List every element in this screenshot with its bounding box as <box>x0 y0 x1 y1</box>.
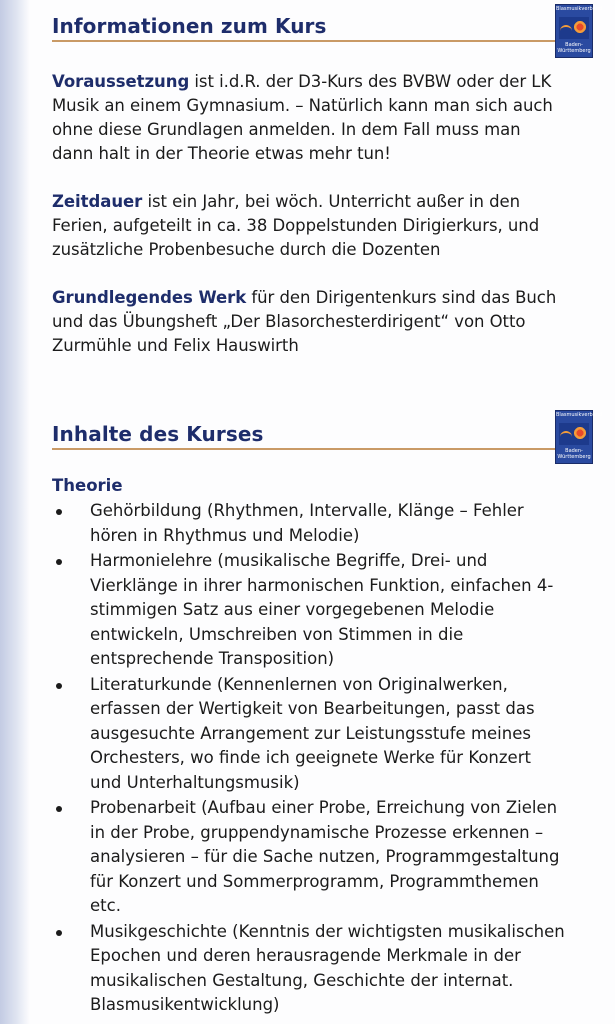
list-item: Gehörbildung (Rhythmen, Intervalle, Klänge – Fehler hören in Rhythmus und Melodie) <box>52 499 567 548</box>
list-item: Probenarbeit (Aufbau einer Probe, Erreichung von Zielen in der Probe, gruppendynamische Prozesse erkennen – analysieren – für die Sache nutzen, Programmgestaltung für Konzert und Sommerprogramm, Programmthemen etc. <box>52 796 567 919</box>
bullet-icon <box>56 683 62 689</box>
logo-bottom-text: Baden-Württemberg <box>557 42 591 54</box>
document-page <box>52 0 567 1019</box>
bullet-icon <box>56 559 62 565</box>
text-zeitdauer: ist ein Jahr, bei wöch. Unterricht außer in den Ferien, aufgeteilt in ca. 38 Doppelstunden Dirigierkurs, und zusätzliche Probenbesuche durch die Dozenten <box>52 192 540 259</box>
bvbw-logo-icon <box>555 4 603 58</box>
bullet-icon <box>56 806 62 812</box>
text-werk: für den Dirigentenkurs sind das Buch und das Übungsheft „Der Blasorchesterdirigent“ von Otto Zurmühle und Felix Hauswirth <box>52 288 557 355</box>
section-title-inhalte: Inhalte des Kurses <box>52 422 264 446</box>
left-gradient-bar <box>0 0 30 1024</box>
logo-bottom-text: Baden-Württemberg <box>557 448 591 460</box>
section-rule <box>52 448 567 450</box>
bullet-icon <box>56 509 62 515</box>
list-item: Literaturkunde (Kennenlernen von Originalwerken, erfassen der Wertigkeit von Bearbeitungen, passt das ausgesuchte Arrangement zur Leistungsstufe meines Orchesters, wo finde ich geeignete Werke für Konzert und Unterhaltungsmusik) <box>52 673 567 796</box>
paragraph-zeitdauer <box>52 190 567 262</box>
bullet-icon <box>56 930 62 936</box>
paragraph-voraussetzung <box>52 70 567 166</box>
text-voraussetzung: ist i.d.R. der D3-Kurs des BVBW oder der LK Musik an einem Gymnasium. – Natürlich kann man sich auch ohne diese Grundlagen anmelden. In dem Fall muss man dann halt in der Theorie etwas mehr tun! <box>52 72 553 163</box>
section-header-inhalte <box>52 408 567 450</box>
list-item: Harmonielehre (musikalische Begriffe, Drei- und Vierklänge in ihrer harmonischen Funktion, einfachen 4-stimmigen Satz aus einer vorgegebenen Melodie entwickeln, Umschreiben von Stimmen in die entsprechende Transposition) <box>52 549 567 672</box>
section-header-info <box>52 0 567 42</box>
paragraph-werk <box>52 286 567 358</box>
logo-top-text: Blasmusikverband <box>556 412 603 418</box>
section-rule <box>52 40 567 42</box>
keyword-voraussetzung: Voraussetzung <box>52 72 190 91</box>
theory-list <box>52 499 567 1018</box>
keyword-werk: Grundlegendes Werk <box>52 288 247 307</box>
keyword-zeitdauer: Zeitdauer <box>52 192 143 211</box>
subheading-theorie: Theorie <box>52 476 123 495</box>
section-title-info: Informationen zum Kurs <box>52 14 327 38</box>
logo-top-text: Blasmusikverband <box>556 6 603 12</box>
list-item: Musikgeschichte (Kenntnis der wichtigsten musikalischen Epochen und deren herausragende Merkmale in der musikalischen Gestaltung, Geschichte der internat. Blasmusikentwicklung) <box>52 920 567 1018</box>
bvbw-logo-icon <box>555 410 603 464</box>
section-inhalte <box>52 408 567 1018</box>
